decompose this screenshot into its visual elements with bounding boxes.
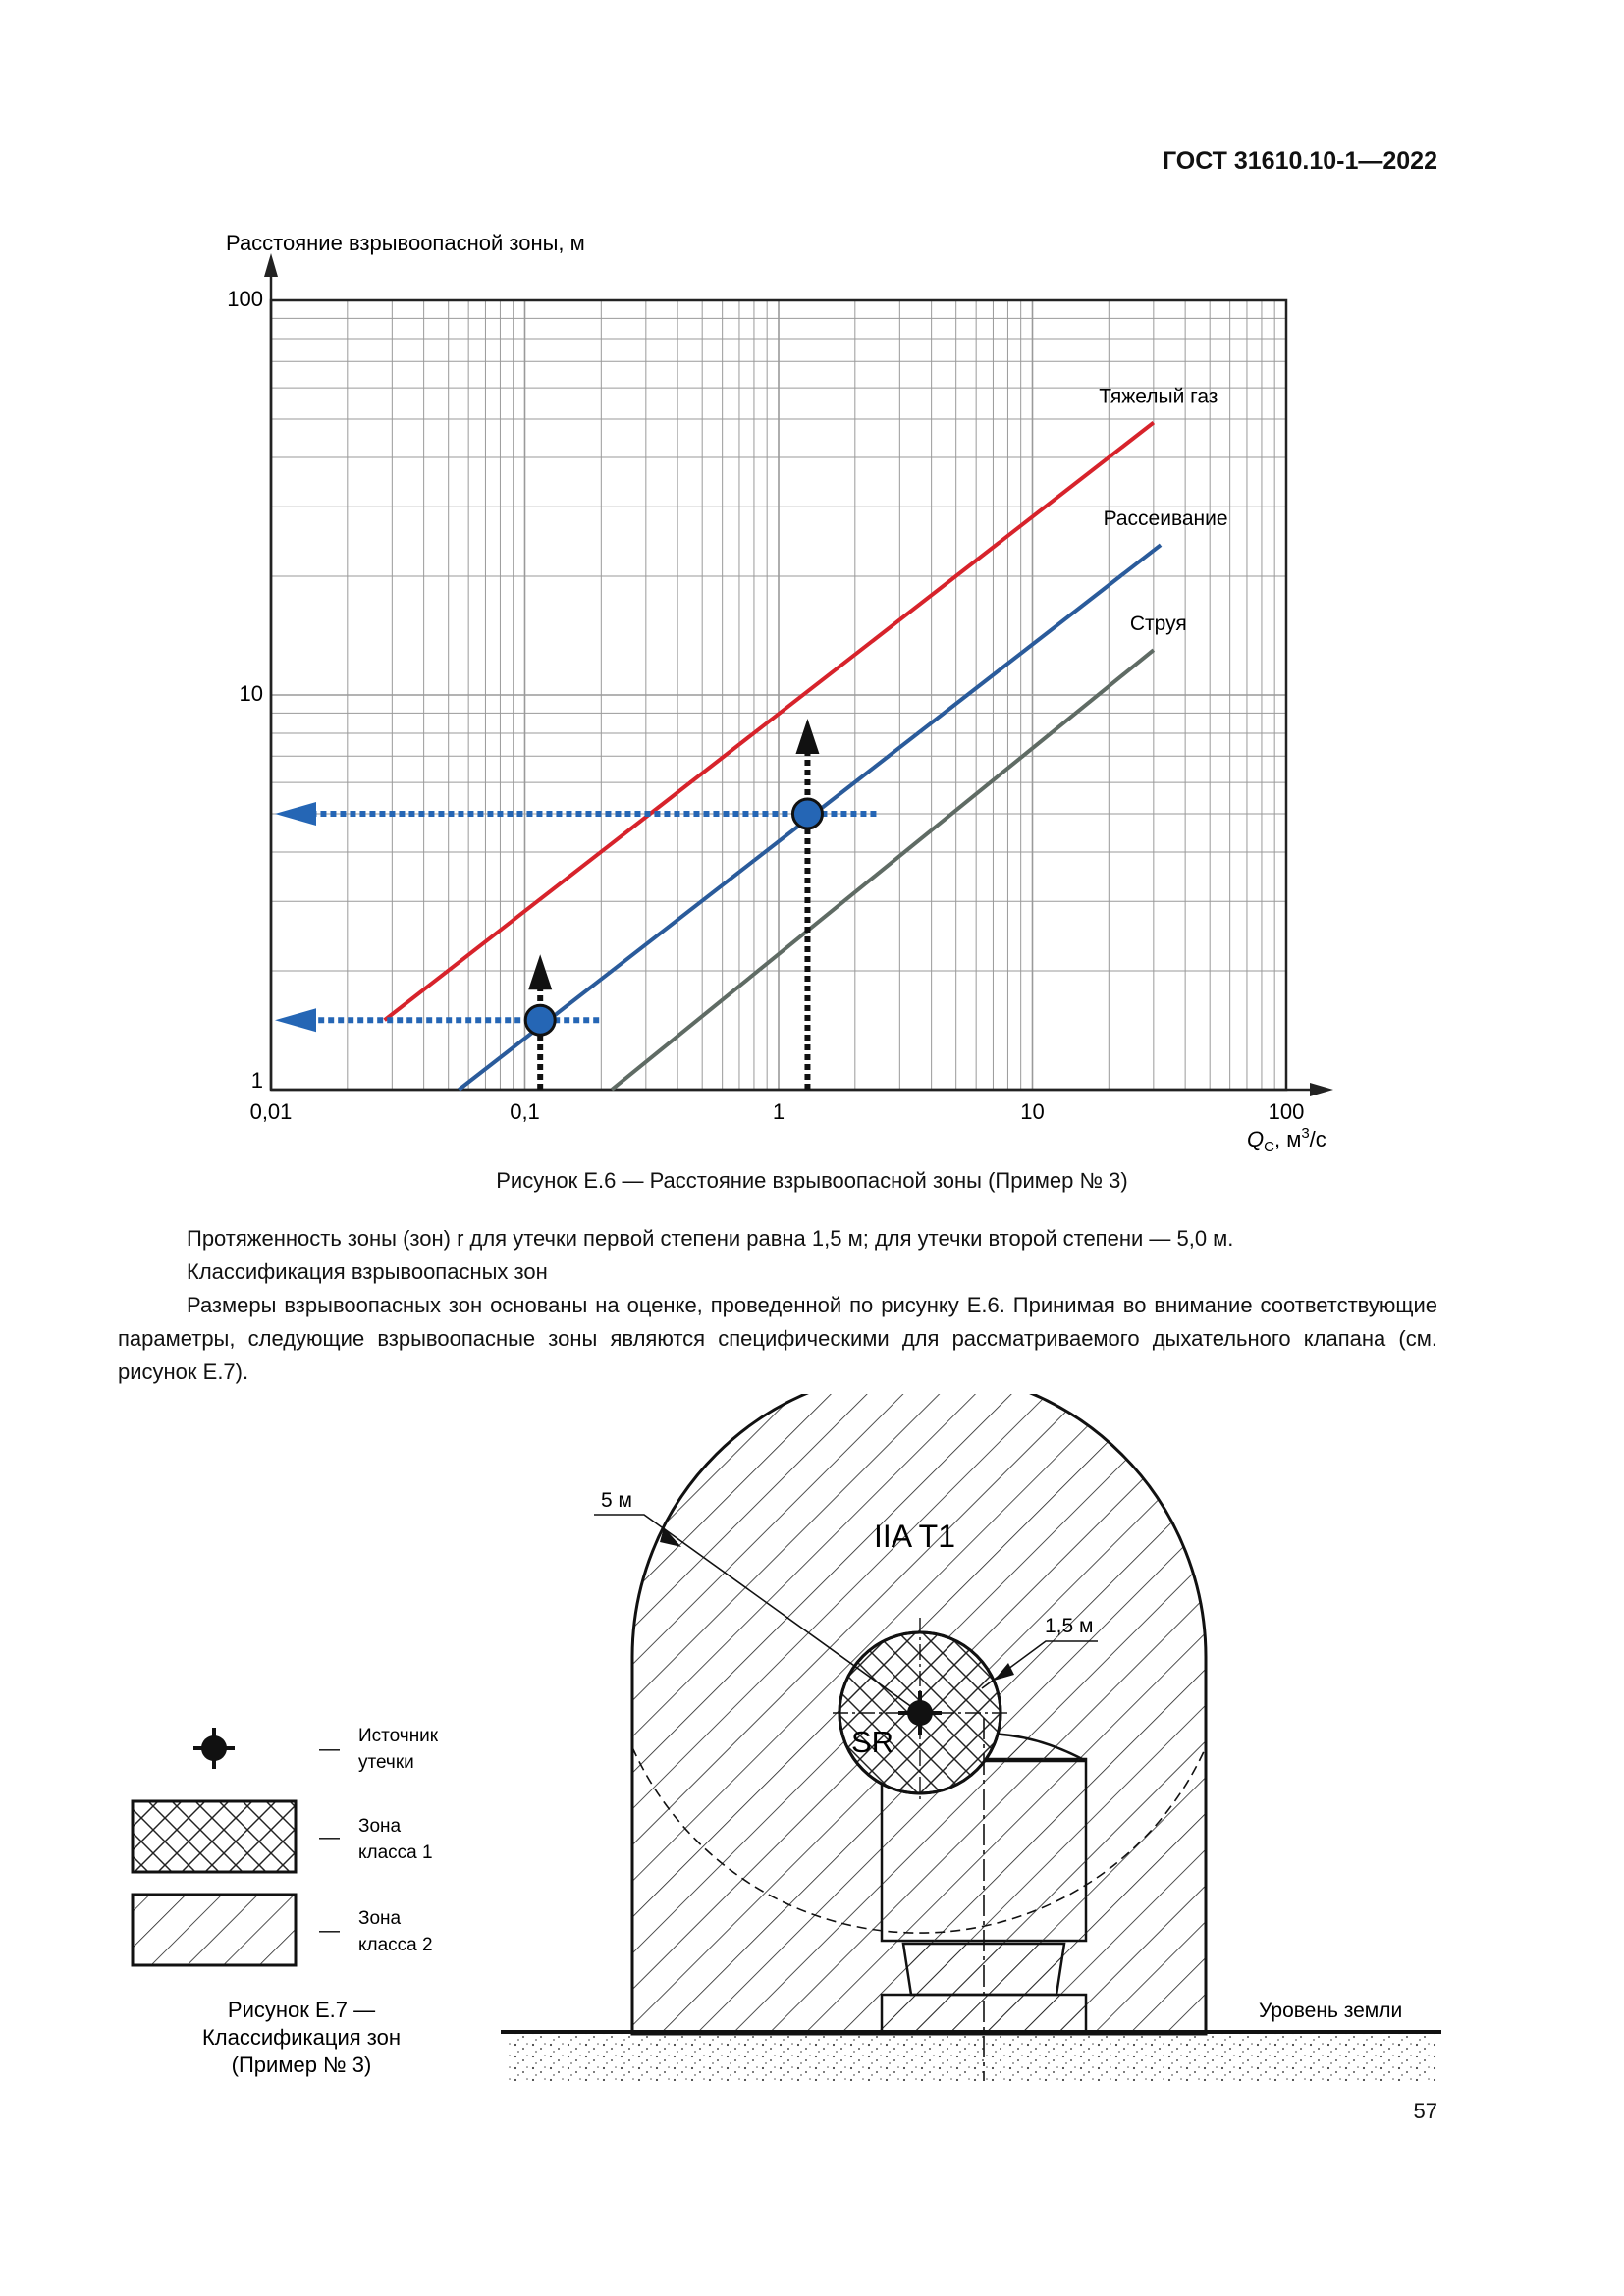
y-tick-label: 10 — [239, 681, 263, 706]
legend-source-line2: утечки — [358, 1752, 414, 1773]
series-label: Рассеивание — [1103, 507, 1228, 531]
x-tick-label: 10 — [1020, 1099, 1045, 1124]
legend-zone2-line2: класса 2 — [358, 1935, 433, 1955]
gas-group-label: IIA T1 — [874, 1519, 956, 1554]
y-tick-label: 100 — [227, 287, 263, 311]
y-axis-arrowhead — [264, 253, 278, 277]
x-tick-label: 0,01 — [249, 1099, 293, 1124]
legend-zone1-line1: Зона — [358, 1816, 402, 1837]
legend-zone2-swatch — [133, 1895, 296, 1965]
leader-arrow-up — [528, 954, 552, 989]
data-point — [792, 799, 822, 828]
radius-large-label: 5 м — [601, 1489, 632, 1512]
section-heading-classification: Классификация взрывоопасных зон — [187, 1259, 548, 1284]
legend-zone1-swatch — [133, 1801, 296, 1872]
x-axis-arrowhead — [1310, 1083, 1333, 1096]
legend-dash-source: — — [319, 1737, 340, 1760]
legend-source-line1: Источник — [358, 1726, 439, 1746]
leader-arrow-up — [795, 719, 819, 754]
leader-arrow-left — [275, 1008, 316, 1032]
standard-number: ГОСТ 31610.10-1—2022 — [1162, 147, 1437, 175]
legend-source-symbol — [193, 1728, 235, 1769]
y-tick-label: 1 — [250, 1068, 263, 1093]
figure-e7-caption-line3: (Пример № 3) — [231, 2053, 372, 2077]
x-tick-label: 100 — [1268, 1099, 1305, 1124]
series-label: Струя — [1129, 613, 1187, 636]
data-point — [525, 1005, 555, 1035]
legend-dash-zone1: — — [319, 1826, 340, 1848]
ground-level-label: Уровень земли — [1259, 2000, 1403, 2022]
leader-arrow-left — [275, 802, 316, 826]
series-label: Тяжелый газ — [1099, 385, 1218, 408]
zone-classification-figure — [0, 1394, 1624, 2101]
y-axis-label: Расстояние взрывоопасной зоны, м — [226, 231, 585, 255]
radius-small-label: 1,5 м — [1045, 1615, 1094, 1637]
legend-zone2-line1: Зона — [358, 1908, 402, 1929]
chart-grid — [271, 300, 1286, 1090]
legend-zone1-line2: класса 1 — [358, 1842, 433, 1863]
paragraph-zone-sizes: Размеры взрывоопасных зон основаны на оценке, проведенной по рисунку Е.6. Принимая во внимание соответствующие параметры, следующие взрывоопасные зоны являются специфическими для рассматриваемого дыхательного клапана (см. рисунок Е.7). — [118, 1293, 1437, 1384]
ground-gravel — [509, 2032, 1436, 2081]
sr-label: SR — [851, 1725, 894, 1759]
x-tick-label: 0,1 — [510, 1099, 540, 1124]
x-axis-label: $Q_C$, $м^3/с$ — [1247, 1125, 1326, 1155]
page-number: 57 — [1413, 2099, 1437, 2123]
figure-e7-caption-line2: Классификация зон — [201, 2025, 402, 2050]
paragraph-zone-extent-text: Протяженность зоны (зон) r для утечки первой степени равна 1,5 м; для утечки второй степени — 5,0 м. — [187, 1226, 1234, 1251]
x-tick-label: 1 — [772, 1099, 785, 1124]
figure-e6-caption: Рисунок Е.6 — Расстояние взрывоопасной зоны (Пример № 3) — [496, 1168, 1128, 1193]
figure-e7-caption-line1: Рисунок Е.7 — — [227, 1998, 376, 2022]
paragraph-zone-extent — [187, 1222, 1437, 1255]
legend-dash-zone2: — — [319, 1919, 340, 1942]
series-line — [612, 650, 1154, 1090]
